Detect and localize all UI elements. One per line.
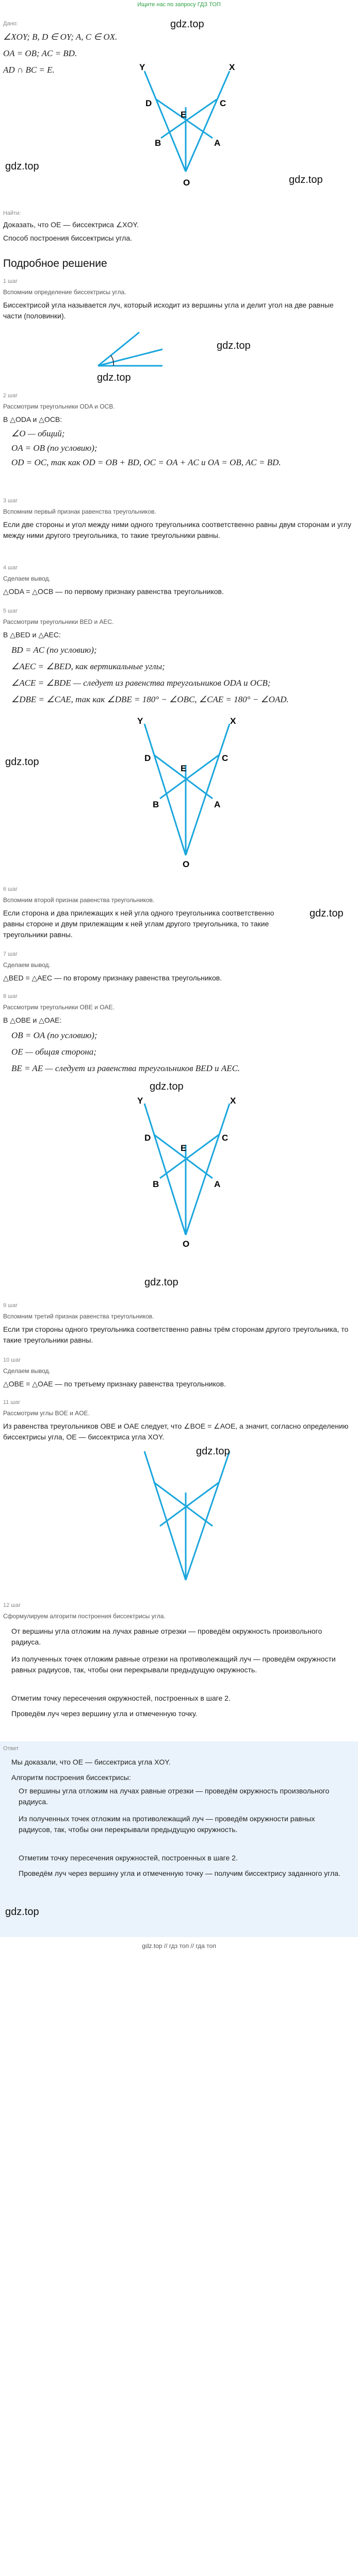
given-line-3: AD ∩ BC = E. [3,65,55,75]
step-intro: Рассмотрим треугольники BED и AEC. [3,618,114,625]
step-label: 6 шаг [3,886,18,892]
step-item: Отметим точку пересечения окружностей, построенных в шаге 2. [11,1694,231,1702]
step-item: Проведём луч через вершину угла и отмеченную точку. [11,1709,198,1718]
step-line: ∠DBE = ∠CAE, так как ∠DBE = 180° − ∠OBC, ∠CAE = 180° − ∠OAD. [11,694,289,704]
label-e: E [181,110,187,120]
bisector-figure [93,330,165,376]
step-text: Если три стороны одного треугольника соответственно равны трём сторонам другого треугольника, то такие треугольники равны. [3,1325,349,1344]
step-text: Если сторона и два прилежащих к ней угла одного треугольника соответственно равны стороне и двум прилежащим к ней углам другого треугольника, то такие треугольники равны. [3,909,274,939]
figure-step5 [103,714,268,868]
step-label: 9 шаг [3,1302,18,1309]
label-a: A [214,1179,221,1189]
step-intro: Вспомним второй признак равенства треугольников. [3,896,155,904]
step-line: BD = AC (по условию); [11,645,97,655]
label-y: Y [137,1096,143,1106]
step-label: 4 шаг [3,565,18,571]
watermark: gdz.top [217,340,251,351]
step-text: Биссектрисой угла называется луч, который исходит из вершины угла и делит угол на две равные части (половинки). [3,301,334,320]
watermark: gdz.top [5,1906,39,1918]
label-a: A [214,800,221,809]
figure-step8 [103,1093,268,1248]
label-o: O [183,178,190,188]
label-x: X [230,716,236,726]
watermark: gdz.top [289,174,323,185]
label-d: D [145,98,152,108]
label-a: A [214,138,221,148]
step-label: 1 шаг [3,278,18,284]
find-label: Найти: [3,210,21,216]
step-intro: Сформулируем алгоритм построения биссектрисы угла. [3,1613,166,1620]
step-intro: Сделаем вывод. [3,961,51,969]
answer-item: Отметим точку пересечения окружностей, построенных в шаге 2. [19,1854,238,1862]
step-label: 10 шаг [3,1357,21,1363]
label-b: B [153,1179,159,1189]
step-line: ∠ACE = ∠BDE — следует из равенства треугольников ODA и OCB; [11,678,271,688]
step-text: △BED = △AEC — по второму признаку равенства треугольников. [3,974,222,982]
label-b: B [155,138,161,148]
label-x: X [230,1096,236,1106]
given-line-1: ∠XOY; B, D ∈ OY; A, C ∈ OX. [3,32,118,42]
solution-heading: Подробное решение [3,258,107,269]
label-y: Y [137,716,143,726]
step-text: △OBE = △OAE — по третьему признаку равенства треугольников. [3,1380,226,1388]
step-line: OB = OA (по условию); [11,1030,97,1040]
figure-step11 [103,1444,268,1593]
top-banner-link[interactable]: Ищите нас по запросу ГДЗ ТОП [137,2,221,8]
step-intro: Вспомним третий признак равенства треугольников. [3,1313,154,1320]
step-intro: Рассмотрим углы BOE и AOE. [3,1410,90,1417]
answer-item: От вершины угла отложим на лучах равные отрезки — проведём окружность произвольного радиуса. [19,1787,330,1806]
answer-algo-title: Алгоритм построения биссектрисы: [11,1773,131,1782]
label-c: C [222,753,229,763]
step-intro: Рассмотрим треугольники ODA и OCB. [3,403,115,410]
step-text: Из равенства треугольников OBE и OAE следует, что ∠BOE = ∠AOE, а значит, согласно определению биссектрисы угла, OE — биссектриса угла XOY. [3,1422,349,1441]
step-label: 5 шаг [3,608,18,614]
watermark: gdz.top [170,19,204,30]
step-intro: Вспомним определение биссектрисы угла. [3,289,126,296]
step-line: OE — общая сторона; [11,1047,96,1057]
step-line: OD = OC, так как OD = OB + BD, OC = OA + AC и OA = OB, AC = BD. [11,457,281,467]
given-figure [103,40,268,190]
step-label: 7 шаг [3,951,18,957]
given-line-2: OA = OB; AC = BD. [3,48,77,58]
prove-method: Способ построения биссектрисы угла. [3,234,133,242]
label-o: O [183,1239,190,1248]
watermark: gdz.top [5,161,39,172]
step-item: От вершины угла отложим на лучах равные отрезки — проведём окружность произвольного радиуса. [11,1627,322,1646]
answer-proved: Мы доказали, что OE — биссектриса угла XOY. [11,1758,171,1766]
answer-item: Из полученных точек отложим на противолежащий луч — проведём окружности равных радиусов, так, чтобы они перекрывали предыдущую окружность. [19,1815,315,1834]
step-line: BE = AE — следует из равенства треугольников BED и AEC. [11,1063,240,1073]
step-intro: Вспомним первый признак равенства треугольников. [3,508,156,515]
watermark: gdz.top [97,372,131,383]
watermark: gdz.top [144,1277,178,1288]
label-c: C [220,98,226,108]
step-intro: Рассмотрим треугольники OBE и OAE. [3,1004,115,1011]
step-item: Из полученных точек отложим равные отрезки на противолежащий луч — проведём окружности равных радиусов, так, чтобы они перекрывали предыдущую окружность. [11,1655,336,1674]
watermark: gdz.top [150,1081,184,1092]
step-header: В △OBE и △OAE: [3,1016,62,1024]
step-label: 2 шаг [3,393,18,399]
step-line: ∠AEC = ∠BED, как вертикальные углы; [11,662,165,671]
watermark: gdz.top [5,756,39,768]
step-label: 11 шаг [3,1399,21,1405]
step-text: △ODA = △OCB — по первому признаку равенства треугольников. [3,587,224,596]
label-y: Y [139,62,145,72]
answer-label: Ответ [3,1745,19,1752]
step-label: 8 шаг [3,993,18,999]
label-e: E [181,1143,187,1153]
step-line: ∠O — общий; [11,429,65,438]
step-text: Если две стороны и угол между ними одного треугольника соответственно равны двум сторонам и углу между ними другого треугольника, то такие треугольники равны. [3,520,351,539]
label-b: B [153,800,159,809]
label-o: O [183,859,190,868]
step-intro: Сделаем вывод. [3,1367,51,1375]
step-header: В △ODA и △OCB: [3,415,62,423]
label-d: D [144,753,151,763]
step-header: В △BED и △AEC: [3,631,61,639]
label-e: E [181,764,187,773]
watermark: gdz.top [310,908,344,919]
label-c: C [222,1133,229,1143]
step-line: OA = OB (по условию); [11,443,97,453]
watermark: gdz.top [196,1446,230,1457]
label-d: D [144,1133,151,1143]
label-x: X [229,62,235,72]
step-label: 3 шаг [3,498,18,504]
answer-item: Проведём луч через вершину угла и отмеченную точку — получим биссектрису заданного угла. [19,1869,340,1877]
step-label: 12 шаг [3,1602,21,1608]
answer-block [0,1741,358,1937]
given-label: Дано: [3,21,18,27]
prove-text: Доказать, что OE — биссектриса ∠XOY. [3,221,139,229]
footer: gdz.top // гдз топ // гда топ [142,1942,216,1950]
step-intro: Сделаем вывод. [3,575,51,582]
